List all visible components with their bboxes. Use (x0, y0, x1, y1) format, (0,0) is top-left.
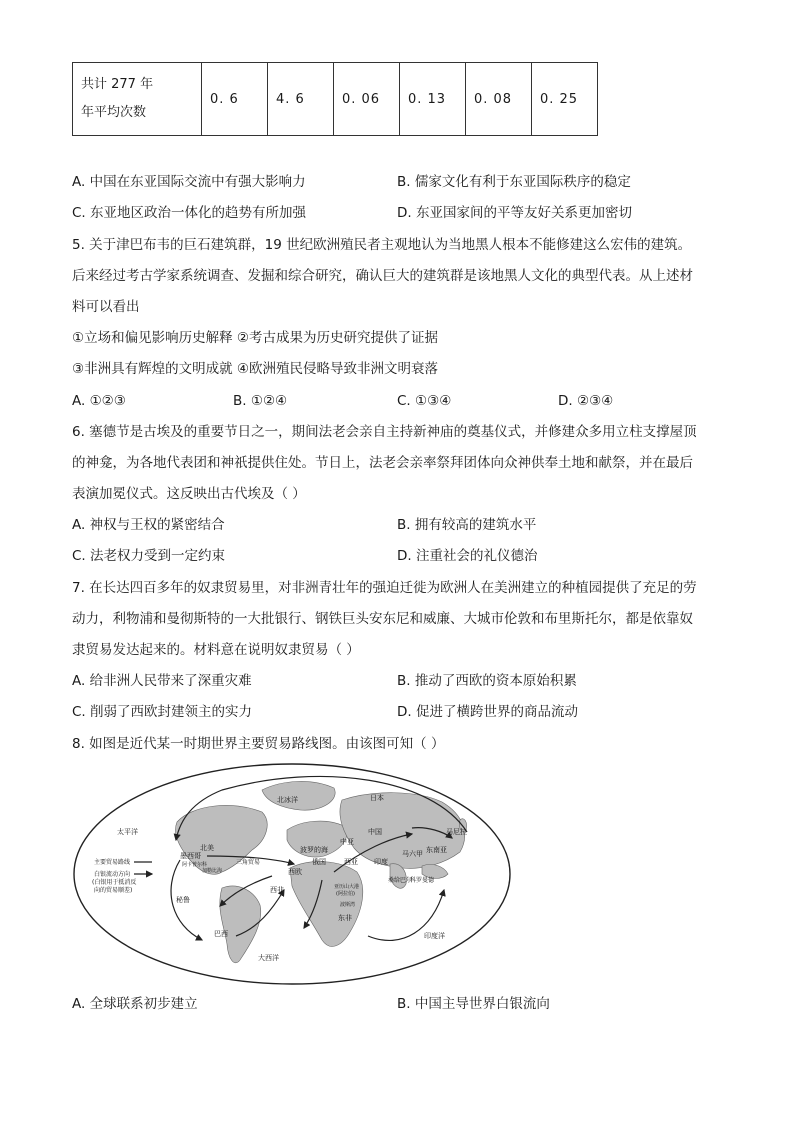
q6-option-d[interactable]: D. 注重社会的礼仪德治 (397, 548, 538, 564)
label-west-africa: 西非 (270, 886, 284, 894)
table-cell: 0. 08 (466, 63, 532, 136)
q6-option-c[interactable]: C. 法老权力受到一定约束 (72, 548, 226, 564)
label-coromandel: 科罗曼德 (410, 877, 435, 884)
label-zanzibar: 桑给巴尔 (388, 877, 413, 884)
label-north-america: 北美 (200, 844, 214, 852)
label-india: 印度 (374, 858, 388, 866)
q5-item-line1: ①立场和偏见影响历史解释 ②考古成果为历史研究提供了证据 (72, 330, 438, 346)
q7-option-d[interactable]: D. 促进了横跨世界的商品流动 (397, 704, 578, 720)
table-cell: 0. 6 (202, 63, 268, 136)
q4-option-c[interactable]: C. 东亚地区政治一体化的趋势有所加强 (72, 205, 307, 221)
table-row-label (73, 63, 202, 136)
label-indian: 印度洋 (424, 932, 445, 940)
label-east-africa: 东非 (338, 914, 352, 922)
label-brazil: 巴西 (214, 930, 228, 938)
q5-stem-line2: 后来经过考古学家系统调查、发掘和综合研究，确认巨大的建筑群是该地黑人文化的典型代表。从上述材 (72, 268, 693, 284)
label-central-asia: 中亚 (340, 838, 354, 846)
q4-option-b[interactable]: B. 儒家文化有利于东亚国际秩序的稳定 (397, 174, 631, 190)
q8-stem: 8. 如图是近代某一时期世界主要贸易路线图。由该图可知（ ） (72, 736, 445, 752)
label-russia: 俄国 (312, 858, 326, 866)
q8-option-b[interactable]: B. 中国主导世界白银流向 (397, 996, 550, 1012)
q5-item-line2: ③非洲具有辉煌的文明成就 ④欧洲殖民侵略导致非洲文明衰落 (72, 361, 438, 377)
q5-stem-line1: 5. 关于津巴布韦的巨石建筑群，19 世纪欧洲殖民者主观地认为当地黑人根本不能修建这么宏伟的建筑。 (72, 237, 692, 253)
label-china: 中国 (368, 828, 382, 836)
legend-route-label: 主要贸易路线 (94, 859, 131, 866)
q7-stem-line3: 隶贸易发达起来的。材料意在说明奴隶贸易（ ） (72, 642, 360, 658)
q6-stem-line3: 表演加冕仪式。这反映出古代埃及（ ） (72, 486, 306, 502)
q7-option-b[interactable]: B. 推动了西欧的资本原始积累 (397, 673, 577, 689)
q5-option-b[interactable]: B. ①②④ (233, 393, 288, 409)
label-caribbean: 加勒比海 (202, 868, 223, 874)
table-row (73, 63, 598, 136)
label-western-europe: 西欧 (288, 868, 302, 876)
statistics-table (72, 62, 598, 136)
label-alexandria: 亚历山大港 (334, 884, 360, 890)
label-malacca: 马六甲 (402, 850, 423, 858)
label-triangle-trade: 三角贸易 (236, 859, 261, 866)
label-baltic: 波罗的海 (300, 846, 328, 854)
label-arabia: (阿拉伯) (336, 891, 355, 897)
q7-option-a[interactable]: A. 给非洲人民带来了深重灾难 (72, 673, 252, 689)
table-cell: 0. 06 (334, 63, 400, 136)
table-label-line2: 年平均次数 (81, 105, 147, 120)
q6-stem-line2: 的神龛，为各地代表团和神祇提供住处。节日上，法老会亲率祭拜团体向众神供奉土地和献祭，并在最后 (72, 455, 693, 471)
table-cell: 4. 6 (268, 63, 334, 136)
q6-stem-line1: 6. 塞德节是古埃及的重要节日之一，期间法老会亲自主持新神庙的奠基仪式，并修建众多用立柱支撑屋顶 (72, 424, 697, 440)
q5-stem-line3: 料可以看出 (72, 299, 140, 315)
q4-option-a[interactable]: A. 中国在东亚国际交流中有强大影响力 (72, 174, 306, 190)
label-peru: 秘鲁 (176, 896, 190, 904)
q6-option-b[interactable]: B. 拥有较高的建筑水平 (397, 517, 537, 533)
label-japan: 日本 (370, 794, 384, 802)
q7-option-c[interactable]: C. 削弱了西欧封建领主的实力 (72, 704, 253, 720)
legend-silver-note1: (白银用于抵消反 (92, 879, 137, 886)
label-west-asia: 西亚 (344, 858, 358, 866)
legend-silver-label: 白银流动方向 (94, 871, 131, 878)
label-acapulco: 阿卡普尔科 (182, 862, 208, 868)
label-arctic: 北冰洋 (277, 796, 298, 804)
label-pacific: 太平洋 (117, 828, 138, 836)
q6-option-a[interactable]: A. 神权与王权的紧密结合 (72, 517, 225, 533)
label-persian-gulf: 波斯湾 (340, 902, 356, 908)
label-mexico: 墨西哥 (180, 852, 201, 860)
table-cell: 0. 25 (532, 63, 598, 136)
q5-option-a[interactable]: A. ①②③ (72, 393, 126, 409)
legend-silver-note2: 向的贸易顺差) (94, 887, 133, 894)
q5-option-c[interactable]: C. ①③④ (397, 393, 452, 409)
table-label-line1: 共计 277 年 (81, 77, 154, 92)
label-atlantic: 大西洋 (258, 954, 279, 962)
q7-stem-line1: 7. 在长达四百多年的奴隶贸易里，对非洲青壮年的强迫迁徙为欧洲人在美洲建立的种植园提供了充足的劳 (72, 580, 697, 596)
table-cell: 0. 13 (400, 63, 466, 136)
q7-stem-line2: 动力，利物浦和曼彻斯特的一大批银行、钢铁巨头安东尼和威廉、大城市伦敦和布里斯托尔，都是依靠奴 (72, 611, 693, 627)
world-trade-route-map (72, 760, 512, 988)
label-southeast-asia: 东南亚 (426, 846, 447, 854)
q5-option-d[interactable]: D. ②③④ (558, 393, 614, 409)
q8-option-a[interactable]: A. 全球联系初步建立 (72, 996, 198, 1012)
q4-option-d[interactable]: D. 东亚国家间的平等友好关系更加密切 (397, 205, 632, 221)
label-manila: 马尼拉 (446, 828, 467, 836)
